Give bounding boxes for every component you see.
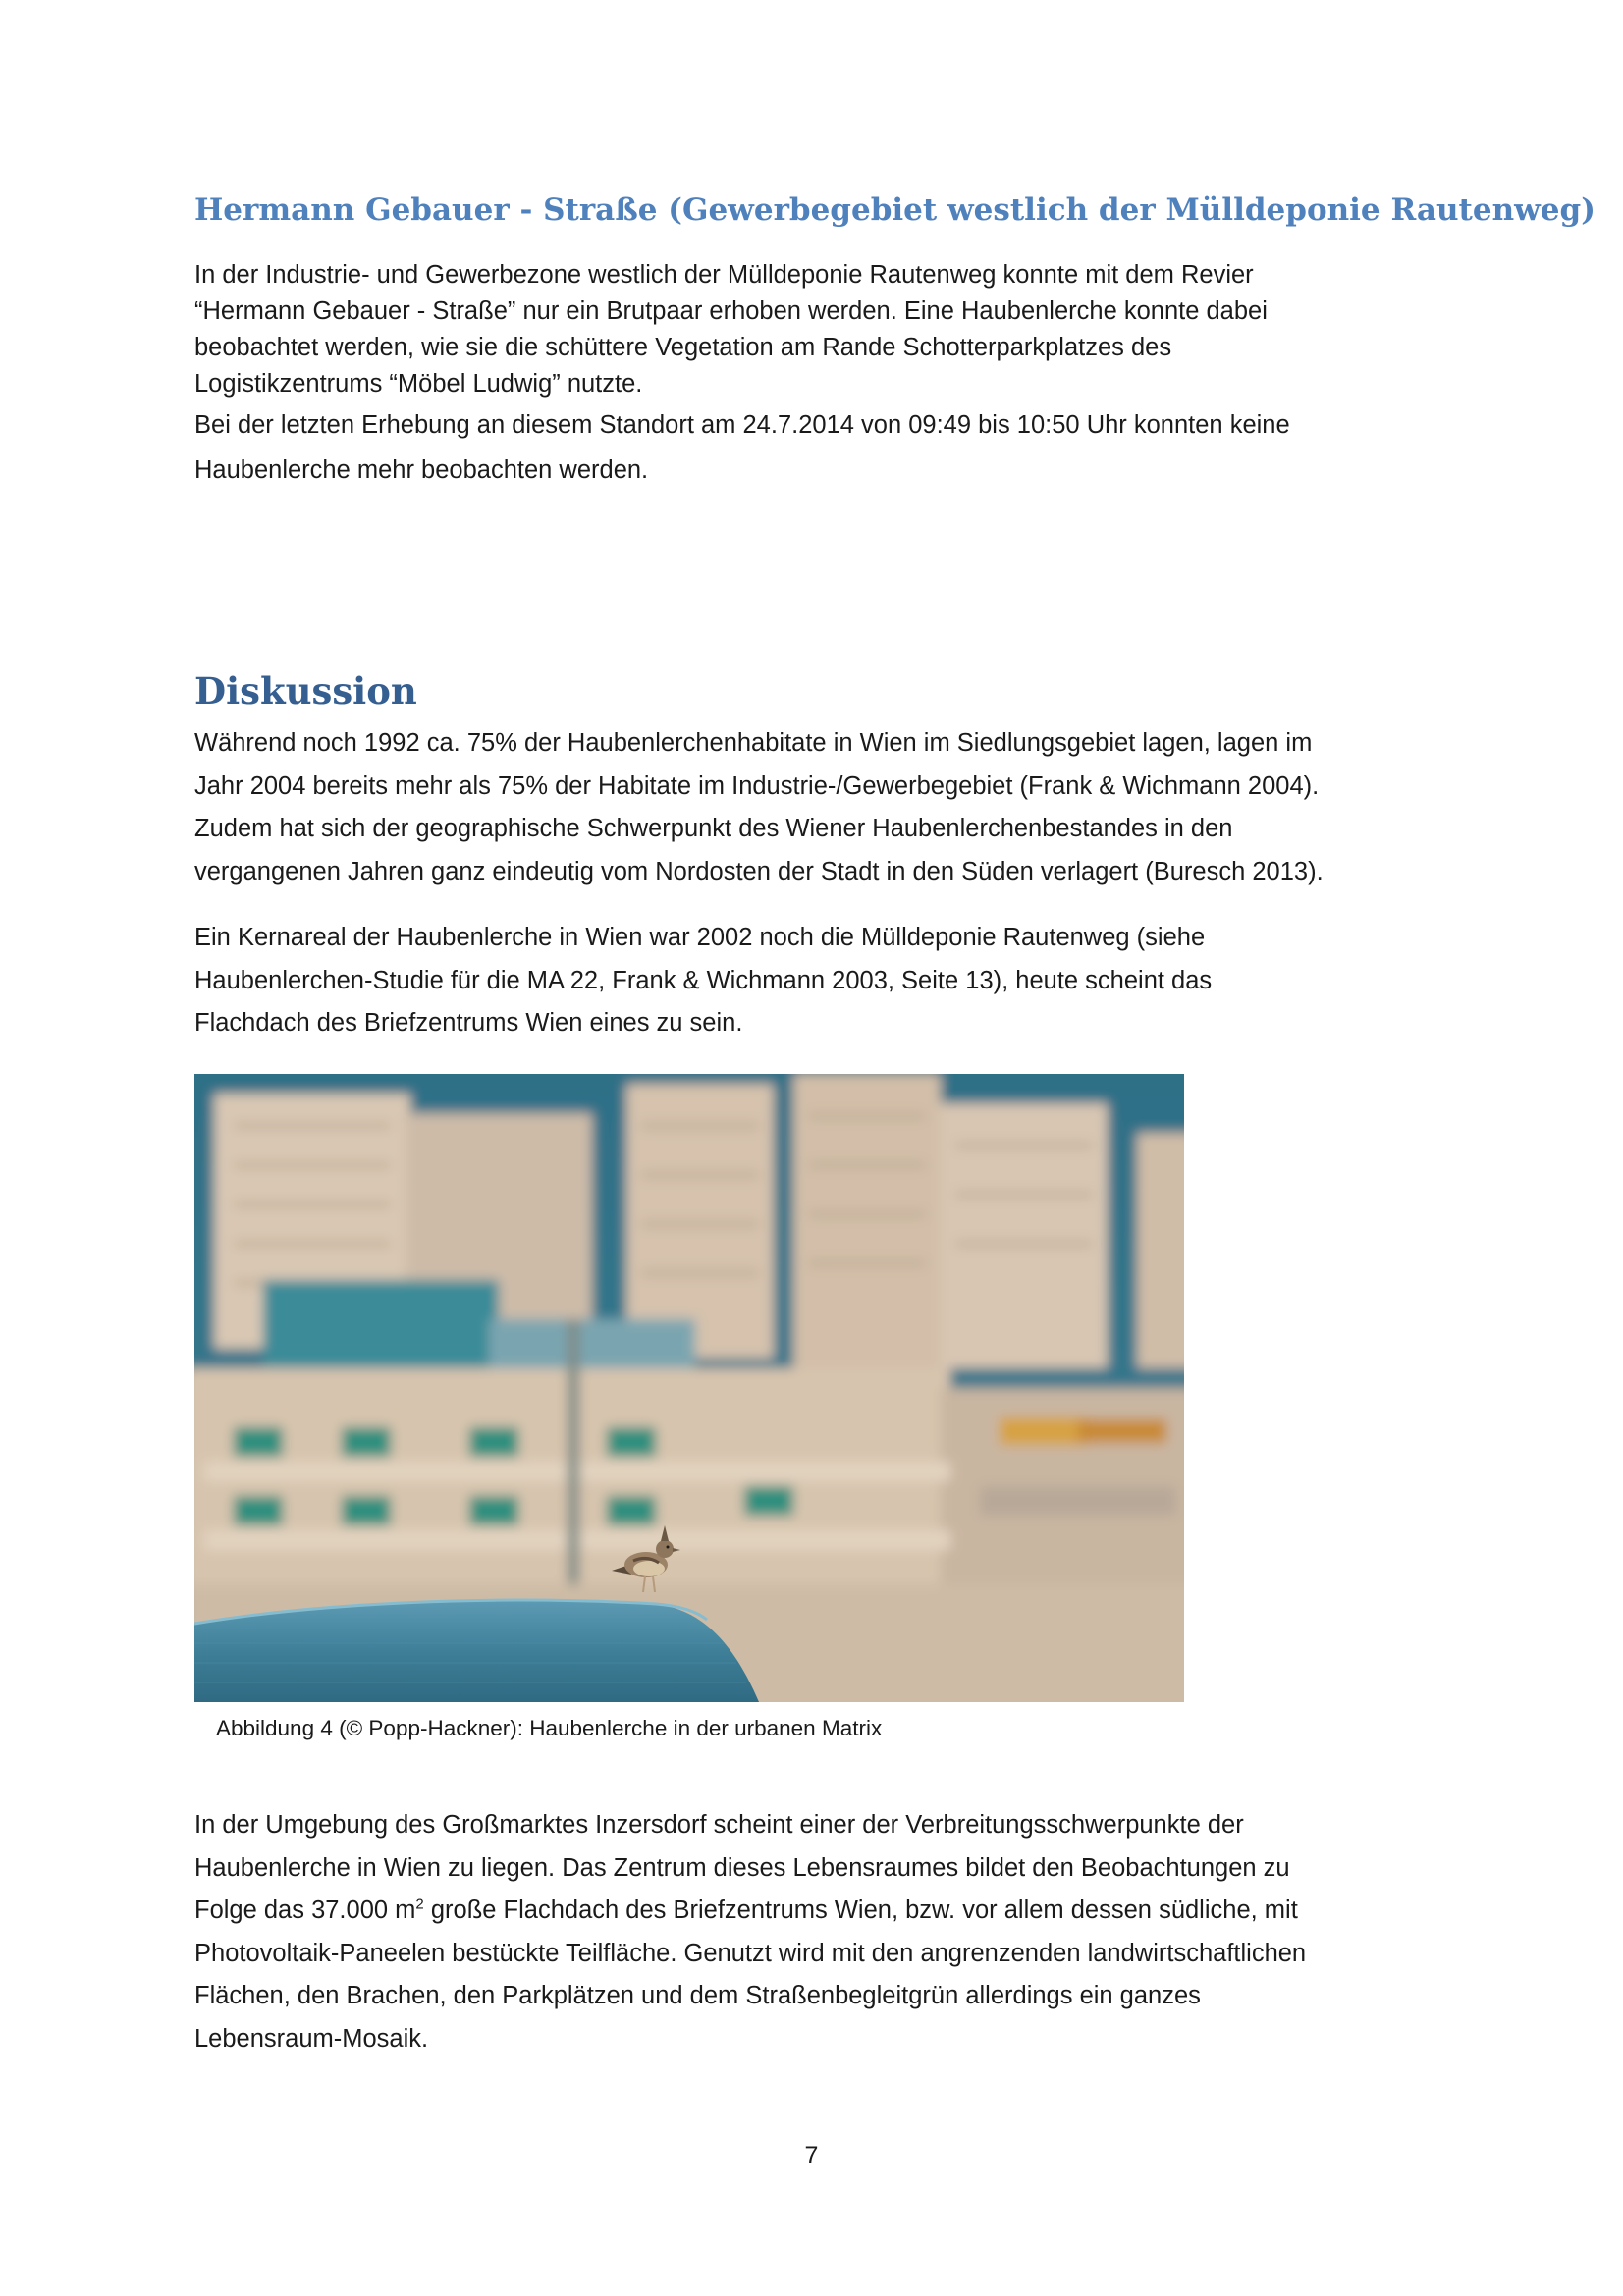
text-line: In der Industrie- und Gewerbezone westlich der Mülldeponie Rautenweg konnte mit dem Revier [194,261,1254,289]
discussion-paragraph-1 [194,722,1451,893]
text-fragment: Folge das 37.000 m [194,1896,416,1924]
text-line: Während noch 1992 ca. 75% der Haubenlerchenhabitate in Wien im Siedlungsgebiet lagen, lagen im [194,729,1313,757]
text-line: Haubenlerchen-Studie für die MA 22, Frank & Wichmann 2003, Seite 13), heute scheint das [194,966,1213,994]
text-line [194,1890,1451,1933]
crested-lark-photo [194,1074,1184,1702]
discussion-paragraph-3 [194,1804,1451,2060]
text-line: In der Umgebung des Großmarktes Inzersdorf scheint einer der Verbreitungsschwerpunkte der [194,1811,1244,1839]
text-line: Flachdach des Briefzentrums Wien eines zu sein. [194,1009,743,1037]
text-line: Bei der letzten Erhebung an diesem Standort am 24.7.2014 von 09:49 bis 10:50 Uhr konnten keine [194,411,1290,439]
text-line: Jahr 2004 bereits mehr als 75% der Habitate im Industrie-/Gewerbegebiet (Frank & Wichmann 2004). [194,772,1320,800]
text-line: Haubenlerche mehr beobachten werden. [194,456,649,484]
text-line: Zudem hat sich der geographische Schwerpunkt des Wiener Haubenlerchenbestandes in den [194,815,1233,842]
text-line: Ein Kernareal der Haubenlerche in Wien war 2002 noch die Mülldeponie Rautenweg (siehe [194,924,1206,951]
section-heading: Hermann Gebauer - Straße (Gewerbegebiet westlich der Mülldeponie Rautenweg) [194,192,1596,228]
text-line: Logistikzentrums “Möbel Ludwig” nutzte. [194,370,643,398]
text-line: Photovoltaik-Paneelen bestückte Teilfläche. Genutzt wird mit den angrenzenden landwirtschaftlichen [194,1939,1307,1967]
discussion-heading: Diskussion [194,669,417,713]
text-line: beobachtet werden, wie sie die schüttere Vegetation am Rande Schotterparkplatzes des [194,334,1172,361]
discussion-paragraph-2 [194,917,1451,1045]
text-line: vergangenen Jahren ganz eindeutig vom Nordosten der Stadt in den Süden verlagert (Buresch 2013). [194,857,1324,885]
text-line: Lebensraum-Mosaik. [194,2024,429,2053]
text-fragment: große Flachdach des Briefzentrums Wien, bzw. vor allem dessen südliche, mit [423,1896,1298,1924]
page-number: 7 [804,2142,819,2169]
text-line: Flächen, den Brachen, den Parkplätzen und dem Straßenbegleitgrün allerdings ein ganzes [194,1982,1201,2009]
section-paragraph-followup [194,402,1451,493]
figure-caption: Abbildung 4 (© Popp-Hackner): Haubenlerche in der urbanen Matrix [216,1716,883,1740]
section-paragraph [194,257,1451,402]
text-line: Haubenlerche in Wien zu liegen. Das Zentrum dieses Lebensraumes bildet den Beobachtungen zu [194,1853,1290,1882]
superscript: 2 [415,1896,424,1913]
text-line: “Hermann Gebauer - Straße” nur ein Brutpaar erhoben werden. Eine Haubenlerche konnte dabei [194,297,1268,325]
